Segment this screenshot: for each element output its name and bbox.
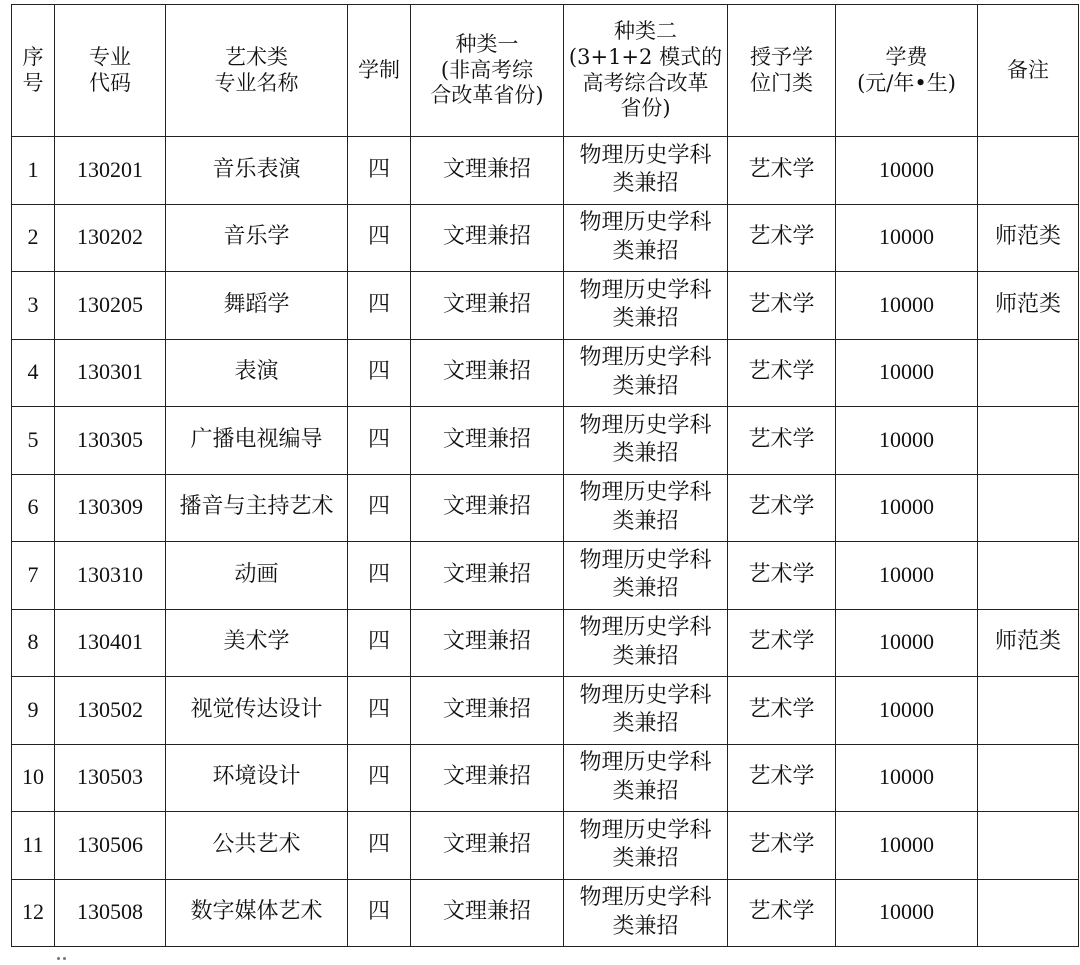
cell-degree: 艺术学 [728,744,836,812]
cell-code: 130301 [55,339,166,407]
cell-note: 师范类 [978,609,1079,677]
cell-category-two: 物理历史学科 类兼招 [564,744,728,812]
cell-note [978,407,1079,475]
cell-category-one: 文理兼招 [411,812,564,880]
cell-note [978,677,1079,745]
cell-note: 师范类 [978,272,1079,340]
cell-duration: 四 [348,272,411,340]
cell-name: 视觉传达设计 [166,677,348,745]
cell-category-one: 文理兼招 [411,339,564,407]
cell-duration: 四 [348,339,411,407]
cell-fee: 10000 [836,407,978,475]
cell-duration: 四 [348,542,411,610]
cell-code: 130503 [55,744,166,812]
header-fee: 学费 (元/年•生) [836,5,978,137]
cell-seq: 1 [12,137,55,205]
header-code: 专业 代码 [55,5,166,137]
cell-note [978,812,1079,880]
more-dots-icon [57,955,69,961]
header-seq: 序 号 [12,5,55,137]
cell-seq: 11 [12,812,55,880]
table-row [12,137,1079,205]
cell-category-two: 物理历史学科 类兼招 [564,204,728,272]
cell-category-two: 物理历史学科 类兼招 [564,812,728,880]
cell-category-one: 文理兼招 [411,407,564,475]
cell-code: 130502 [55,677,166,745]
cell-seq: 7 [12,542,55,610]
table-row [12,474,1079,542]
cell-code: 130202 [55,204,166,272]
cell-fee: 10000 [836,879,978,947]
cell-duration: 四 [348,137,411,205]
cell-code: 130201 [55,137,166,205]
table-row [12,272,1079,340]
cell-degree: 艺术学 [728,272,836,340]
cell-name: 音乐表演 [166,137,348,205]
header-name: 艺术类 专业名称 [166,5,348,137]
cell-degree: 艺术学 [728,677,836,745]
cell-seq: 10 [12,744,55,812]
cell-duration: 四 [348,677,411,745]
cell-category-one: 文理兼招 [411,204,564,272]
cell-seq: 5 [12,407,55,475]
cell-name: 公共艺术 [166,812,348,880]
cell-fee: 10000 [836,474,978,542]
cell-category-two: 物理历史学科 类兼招 [564,542,728,610]
cell-name: 音乐学 [166,204,348,272]
table-row [12,542,1079,610]
cell-seq: 3 [12,272,55,340]
majors-table [11,4,1079,947]
cell-duration: 四 [348,879,411,947]
table-row [12,204,1079,272]
cell-degree: 艺术学 [728,474,836,542]
cell-code: 130310 [55,542,166,610]
table-row [12,407,1079,475]
cell-name: 播音与主持艺术 [166,474,348,542]
cell-degree: 艺术学 [728,879,836,947]
cell-name: 表演 [166,339,348,407]
header-category-two: 种类二 (3+1+2 模式的 高考综合改革 省份) [564,5,728,137]
cell-category-two: 物理历史学科 类兼招 [564,677,728,745]
cell-fee: 10000 [836,339,978,407]
cell-duration: 四 [348,204,411,272]
cell-code: 130401 [55,609,166,677]
cell-seq: 2 [12,204,55,272]
cell-code: 130305 [55,407,166,475]
cell-degree: 艺术学 [728,407,836,475]
header-row [12,5,1079,137]
cell-name: 动画 [166,542,348,610]
table-row [12,339,1079,407]
cell-fee: 10000 [836,812,978,880]
cell-category-two: 物理历史学科 类兼招 [564,339,728,407]
header-category-one: 种类一 (非高考综 合改革省份) [411,5,564,137]
cell-code: 130506 [55,812,166,880]
cell-duration: 四 [348,407,411,475]
cell-name: 数字媒体艺术 [166,879,348,947]
table-header [12,5,1079,137]
cell-degree: 艺术学 [728,542,836,610]
cell-duration: 四 [348,609,411,677]
cell-note [978,137,1079,205]
cell-category-two: 物理历史学科 类兼招 [564,474,728,542]
cell-name: 美术学 [166,609,348,677]
cell-category-two: 物理历史学科 类兼招 [564,137,728,205]
table-row [12,744,1079,812]
cell-seq: 12 [12,879,55,947]
cell-note [978,744,1079,812]
cell-category-two: 物理历史学科 类兼招 [564,407,728,475]
header-duration: 学制 [348,5,411,137]
cell-code: 130309 [55,474,166,542]
header-degree: 授予学 位门类 [728,5,836,137]
table-row [12,879,1079,947]
cell-category-two: 物理历史学科 类兼招 [564,609,728,677]
cell-duration: 四 [348,744,411,812]
cell-note [978,542,1079,610]
cell-fee: 10000 [836,542,978,610]
cell-seq: 4 [12,339,55,407]
table-row [12,677,1079,745]
cell-category-two: 物理历史学科 类兼招 [564,272,728,340]
cell-note [978,879,1079,947]
cell-fee: 10000 [836,137,978,205]
cell-code: 130205 [55,272,166,340]
cell-fee: 10000 [836,609,978,677]
cell-code: 130508 [55,879,166,947]
cell-fee: 10000 [836,744,978,812]
cell-category-one: 文理兼招 [411,474,564,542]
cell-category-one: 文理兼招 [411,137,564,205]
cell-note [978,474,1079,542]
cell-name: 环境设计 [166,744,348,812]
cell-degree: 艺术学 [728,812,836,880]
cell-duration: 四 [348,474,411,542]
table-body [12,137,1079,947]
cell-category-two: 物理历史学科 类兼招 [564,879,728,947]
cell-fee: 10000 [836,272,978,340]
table-row [12,609,1079,677]
header-note: 备注 [978,5,1079,137]
cell-category-one: 文理兼招 [411,744,564,812]
cell-degree: 艺术学 [728,339,836,407]
cell-degree: 艺术学 [728,609,836,677]
cell-note [978,339,1079,407]
cell-note: 师范类 [978,204,1079,272]
cell-degree: 艺术学 [728,204,836,272]
cell-seq: 6 [12,474,55,542]
table-row [12,812,1079,880]
cell-category-one: 文理兼招 [411,677,564,745]
cell-category-one: 文理兼招 [411,609,564,677]
cell-duration: 四 [348,812,411,880]
cell-seq: 8 [12,609,55,677]
cell-seq: 9 [12,677,55,745]
cell-category-one: 文理兼招 [411,542,564,610]
cell-fee: 10000 [836,677,978,745]
cell-degree: 艺术学 [728,137,836,205]
cell-fee: 10000 [836,204,978,272]
cell-category-one: 文理兼招 [411,879,564,947]
cell-name: 舞蹈学 [166,272,348,340]
cell-category-one: 文理兼招 [411,272,564,340]
cell-name: 广播电视编导 [166,407,348,475]
